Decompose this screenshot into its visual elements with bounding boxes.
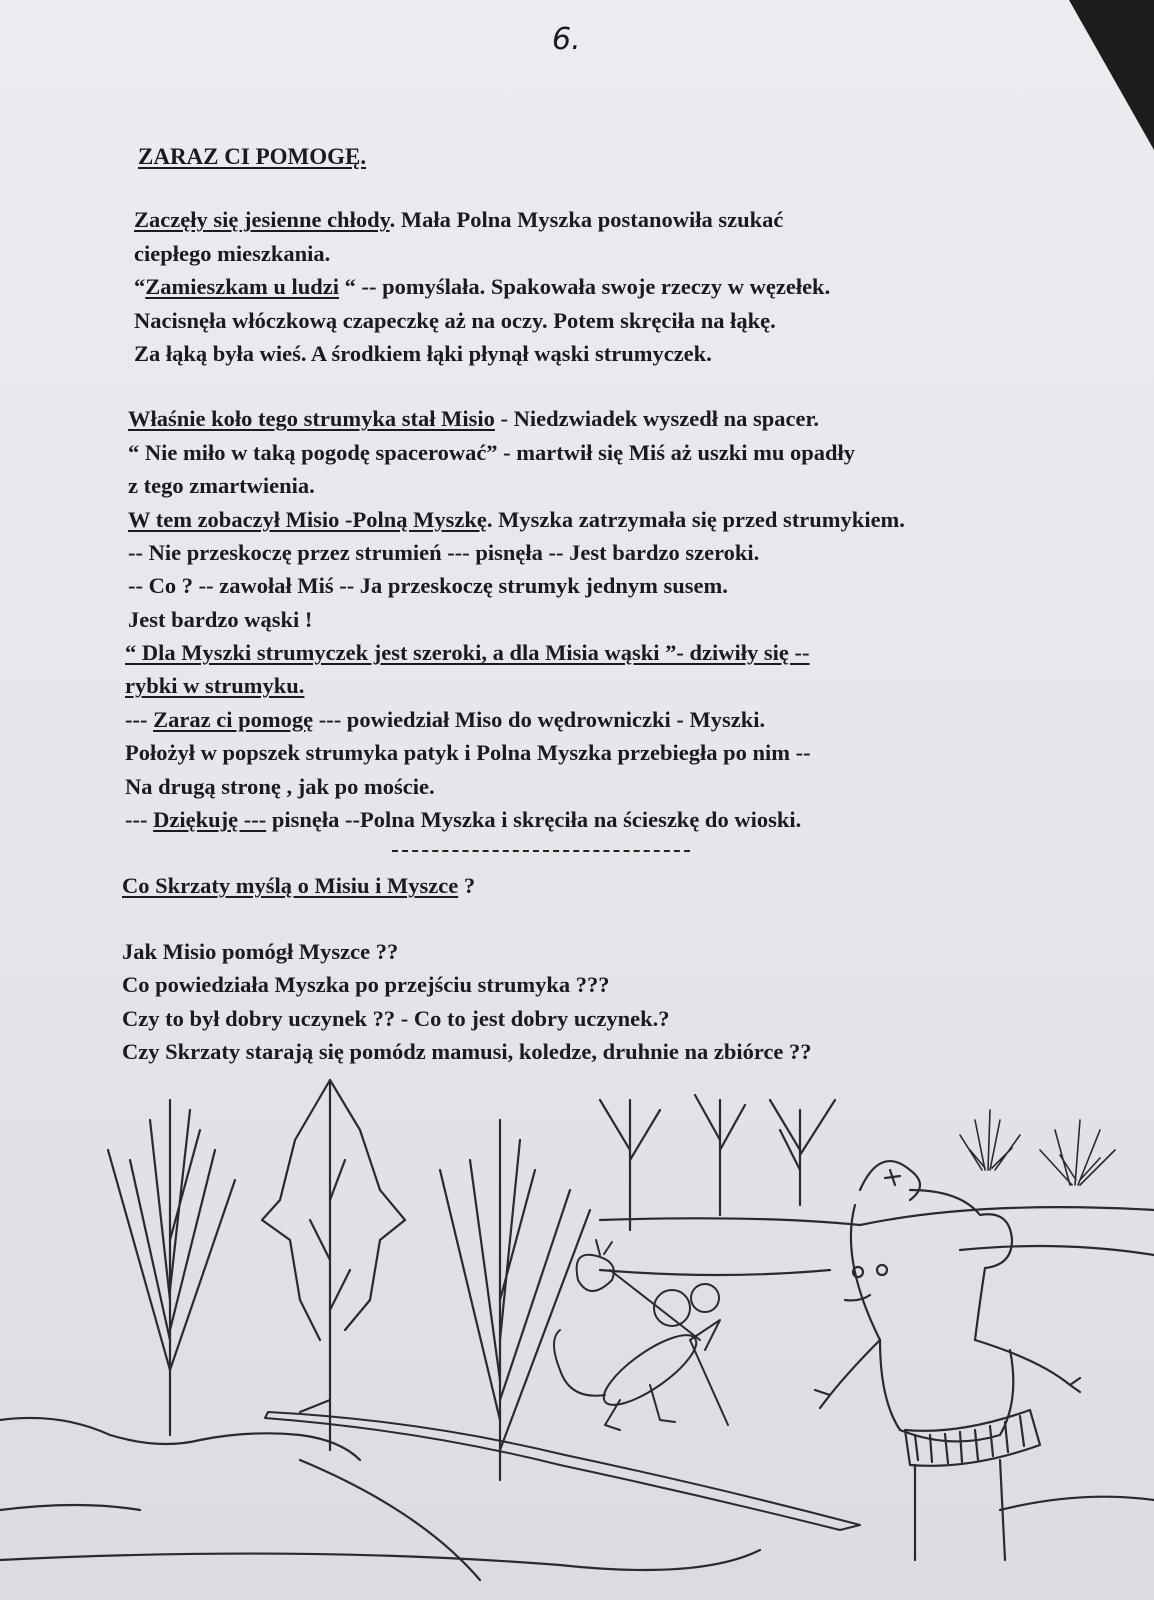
line-text: --- xyxy=(125,807,154,833)
question-line: Czy Skrzaty starają się pomódz mamusi, koledze, druhnie na zbiórce ?? xyxy=(122,1038,812,1064)
tree-3 xyxy=(440,1120,590,1480)
underlined-phrase: Zaraz ci pomogę xyxy=(153,706,314,732)
story-line xyxy=(125,703,1130,736)
story-title: ZARAZ CI POMOGĘ. xyxy=(138,144,367,169)
story-line: Jest bardzo wąski ! xyxy=(128,606,313,632)
question-line: Jak Misio pomógł Myszce ?? xyxy=(122,938,399,964)
dark-page-corner xyxy=(1069,0,1154,150)
line-text: “ xyxy=(134,274,146,300)
story-illustration xyxy=(0,1040,1154,1600)
question-line: Czy to był dobry uczynek ?? - Co to jest dobry uczynek.? xyxy=(122,1005,670,1031)
line-text: pisnęła --Polna Myszka i skręciła na ścieszkę do wioski. xyxy=(266,807,802,833)
left-bank xyxy=(0,1505,140,1510)
underlined-phrase: Dziękuję --- xyxy=(153,807,267,833)
paragraph-gap xyxy=(120,903,1130,935)
left-hill xyxy=(0,1418,360,1460)
line-text: --- xyxy=(125,706,154,732)
tree-1 xyxy=(108,1100,235,1435)
story-line: -- Nie przeskoczę przez strumień --- pisnęła -- Jest bardzo szeroki. xyxy=(128,539,760,565)
far-bank xyxy=(600,1207,1154,1225)
story-line: Za łąką była wieś. A środkiem łąki płynął wąski strumyczek. xyxy=(134,340,712,366)
story-line xyxy=(128,503,1130,536)
underlined-phrase: Zaczęły się jesienne chłody xyxy=(134,207,390,233)
line-text: . Myszka zatrzymała się przed strumykiem. xyxy=(486,506,905,532)
underlined-phrase: Co Skrzaty myślą o Misiu i Myszce xyxy=(122,873,459,899)
line-text: - Niedzwiadek wyszedł na spacer. xyxy=(494,406,820,432)
story-line: Nacisnęła włóczkową czapeczkę aż na oczy. Potem skręciła na łąkę. xyxy=(134,307,776,333)
page-number: 6. xyxy=(552,22,581,57)
story-line xyxy=(134,203,1130,236)
paragraph-gap xyxy=(120,370,1130,402)
story-line xyxy=(125,803,1130,836)
question-heading xyxy=(122,869,1130,902)
dashed-divider xyxy=(392,836,690,869)
underlined-phrase: Zamieszkam u ludzi xyxy=(145,274,340,300)
stick-bridge xyxy=(265,1412,860,1530)
story-line xyxy=(128,402,1130,435)
far-bank-lower xyxy=(600,1270,830,1275)
story-line xyxy=(134,270,1130,303)
line-text: --- powiedział Miso do wędrowniczki - Myszki. xyxy=(313,706,766,732)
tree-2 xyxy=(262,1080,405,1450)
underlined-phrase: W tem zobaczył Misio -Polną Myszkę xyxy=(128,506,487,532)
story-line: rybki w strumyku. xyxy=(125,673,305,699)
question-line: Co powiedziała Myszka po przejściu strumyka ??? xyxy=(122,972,610,998)
line-text: ? xyxy=(458,873,476,899)
bear-drawing xyxy=(815,1161,1080,1560)
right-ground xyxy=(1000,1497,1154,1510)
story-line: “ Nie miło w taką pogodę spacerować” - martwił się Miś aż uszki mu opadły xyxy=(128,439,856,465)
story-line: Położył w popszek strumyka patyk i Polna Myszka przebiegła po nim -- xyxy=(125,740,811,766)
underlined-phrase: Właśnie koło tego strumyka stał Misio xyxy=(128,406,495,432)
story-text xyxy=(120,140,1130,1068)
stick-twig xyxy=(300,1400,330,1412)
bushes xyxy=(960,1110,1115,1185)
line-text: “ -- pomyślała. Spakowała swoje rzeczy w węzełek. xyxy=(339,274,831,300)
story-line: “ Dla Myszki strumyczek jest szeroki, a dla Misia wąski ”- dziwiły się -- xyxy=(125,640,810,666)
story-line: z tego zmartwienia. xyxy=(128,473,315,499)
story-line: ciepłego mieszkania. xyxy=(134,240,331,266)
stream-bank xyxy=(300,1460,480,1580)
story-line: Na drugą stronę , jak po moście. xyxy=(125,773,435,799)
line-text: . Mała Polna Myszka postanowiła szukać xyxy=(389,207,784,233)
right-field xyxy=(960,1246,1154,1255)
ground-line xyxy=(0,1550,760,1570)
background-trees xyxy=(600,1095,835,1230)
mouse-drawing xyxy=(554,1240,728,1430)
story-line: -- Co ? -- zawołał Miś -- Ja przeskoczę strumyk jednym susem. xyxy=(128,573,728,599)
